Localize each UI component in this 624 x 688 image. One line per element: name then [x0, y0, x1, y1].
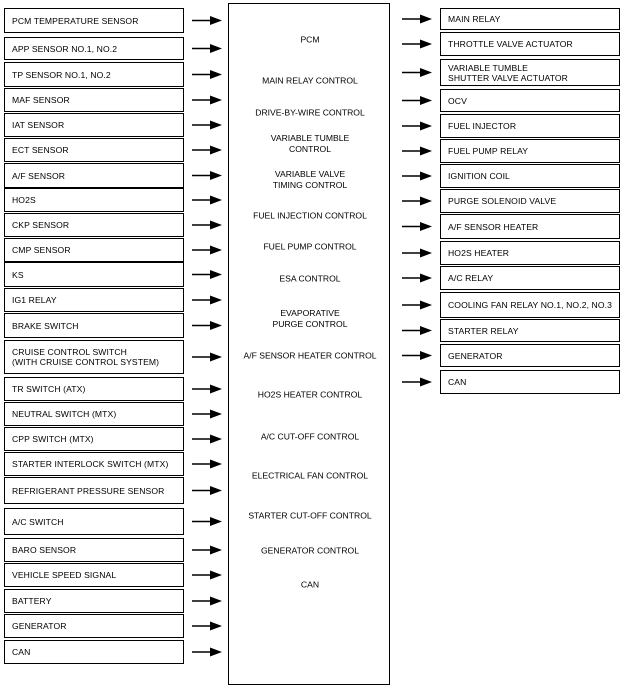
input-box: KS — [4, 262, 184, 287]
output-arrow — [402, 15, 432, 24]
input-arrow — [192, 221, 222, 230]
output-arrow — [402, 351, 432, 360]
pcm-function: HO2S HEATER CONTROL — [257, 389, 363, 400]
input-box: IG1 RELAY — [4, 288, 184, 312]
pcm-function: DRIVE-BY-WIRE CONTROL — [255, 107, 365, 118]
input-arrow — [192, 385, 222, 394]
output-box: GENERATOR — [440, 344, 620, 367]
input-arrow — [192, 435, 222, 444]
pcm-function: STARTER CUT-OFF CONTROL — [248, 510, 372, 521]
output-box: HO2S HEATER — [440, 241, 620, 265]
output-arrow — [402, 378, 432, 387]
input-box: TR SWITCH (ATX) — [4, 377, 184, 401]
output-box: MAIN RELAY — [440, 8, 620, 30]
output-box: STARTER RELAY — [440, 319, 620, 342]
pcm-function: EVAPORATIVE PURGE CONTROL — [272, 308, 348, 329]
input-arrow — [192, 486, 222, 495]
input-arrow — [192, 121, 222, 130]
input-box: NEUTRAL SWITCH (MTX) — [4, 402, 184, 426]
output-box: PURGE SOLENOID VALVE — [440, 189, 620, 213]
pcm-function: A/C CUT-OFF CONTROL — [260, 431, 360, 442]
input-box: STARTER INTERLOCK SWITCH (MTX) — [4, 452, 184, 476]
pcm-function: FUEL INJECTION CONTROL — [253, 210, 367, 221]
output-arrow — [402, 172, 432, 181]
output-box: CAN — [440, 370, 620, 394]
pcm-function: VARIABLE VALVE TIMING CONTROL — [272, 169, 348, 190]
input-box: BATTERY — [4, 589, 184, 613]
input-arrow — [192, 171, 222, 180]
output-arrow — [402, 301, 432, 310]
input-box: REFRIGERANT PRESSURE SENSOR — [4, 477, 184, 504]
input-arrow — [192, 146, 222, 155]
output-box: THROTTLE VALVE ACTUATOR — [440, 32, 620, 56]
input-arrow — [192, 648, 222, 657]
input-arrow — [192, 571, 222, 580]
input-arrow — [192, 321, 222, 330]
input-box: CKP SENSOR — [4, 213, 184, 237]
input-arrow — [192, 196, 222, 205]
input-box: CMP SENSOR — [4, 238, 184, 262]
input-box: A/C SWITCH — [4, 508, 184, 535]
pcm-function: ESA CONTROL — [279, 273, 341, 284]
input-box: ECT SENSOR — [4, 138, 184, 162]
output-box: OCV — [440, 89, 620, 112]
pcm-title: PCM — [300, 34, 320, 45]
input-box: APP SENSOR NO.1, NO.2 — [4, 37, 184, 60]
output-arrow — [402, 68, 432, 77]
pcm-function: ELECTRICAL FAN CONTROL — [251, 470, 369, 481]
input-arrow — [192, 270, 222, 279]
input-arrow — [192, 44, 222, 53]
output-arrow — [402, 274, 432, 283]
input-box: A/F SENSOR — [4, 163, 184, 188]
pcm-function: VARIABLE TUMBLE CONTROL — [270, 133, 350, 154]
input-box: PCM TEMPERATURE SENSOR — [4, 8, 184, 33]
input-arrow — [192, 410, 222, 419]
input-box: HO2S — [4, 188, 184, 212]
input-arrow — [192, 70, 222, 79]
output-box: VARIABLE TUMBLE SHUTTER VALVE ACTUATOR — [440, 59, 620, 86]
pcm-function: FUEL PUMP CONTROL — [263, 241, 357, 252]
input-box: GENERATOR — [4, 614, 184, 638]
output-arrow — [402, 222, 432, 231]
input-arrow — [192, 16, 222, 25]
input-arrow — [192, 460, 222, 469]
input-arrow — [192, 246, 222, 255]
pcm-function: CAN — [300, 579, 320, 590]
output-box: FUEL PUMP RELAY — [440, 139, 620, 163]
output-arrow — [402, 197, 432, 206]
output-box: A/C RELAY — [440, 266, 620, 290]
input-arrow — [192, 622, 222, 631]
pcm-function: A/F SENSOR HEATER CONTROL — [243, 350, 377, 361]
output-arrow — [402, 249, 432, 258]
input-arrow — [192, 353, 222, 362]
output-arrow — [402, 40, 432, 49]
input-arrow — [192, 96, 222, 105]
pcm-function: MAIN RELAY CONTROL — [262, 75, 358, 86]
output-arrow — [402, 96, 432, 105]
input-box: VEHICLE SPEED SIGNAL — [4, 563, 184, 587]
input-box: BARO SENSOR — [4, 538, 184, 562]
output-box: FUEL INJECTOR — [440, 114, 620, 138]
input-box: BRAKE SWITCH — [4, 313, 184, 338]
output-arrow — [402, 147, 432, 156]
output-box: A/F SENSOR HEATER — [440, 214, 620, 239]
output-box: IGNITION COIL — [440, 164, 620, 188]
input-box: CAN — [4, 640, 184, 664]
input-box: IAT SENSOR — [4, 113, 184, 137]
input-arrow — [192, 597, 222, 606]
output-arrow — [402, 122, 432, 131]
output-arrow — [402, 326, 432, 335]
input-box: TP SENSOR NO.1, NO.2 — [4, 62, 184, 87]
input-box: CPP SWITCH (MTX) — [4, 427, 184, 451]
input-box: CRUISE CONTROL SWITCH (WITH CRUISE CONTROL SYSTEM) — [4, 340, 184, 374]
input-arrow — [192, 546, 222, 555]
pcm-function: GENERATOR CONTROL — [260, 545, 360, 556]
input-box: MAF SENSOR — [4, 88, 184, 112]
input-arrow — [192, 296, 222, 305]
output-box: COOLING FAN RELAY NO.1, NO.2, NO.3 — [440, 292, 620, 318]
input-arrow — [192, 517, 222, 526]
